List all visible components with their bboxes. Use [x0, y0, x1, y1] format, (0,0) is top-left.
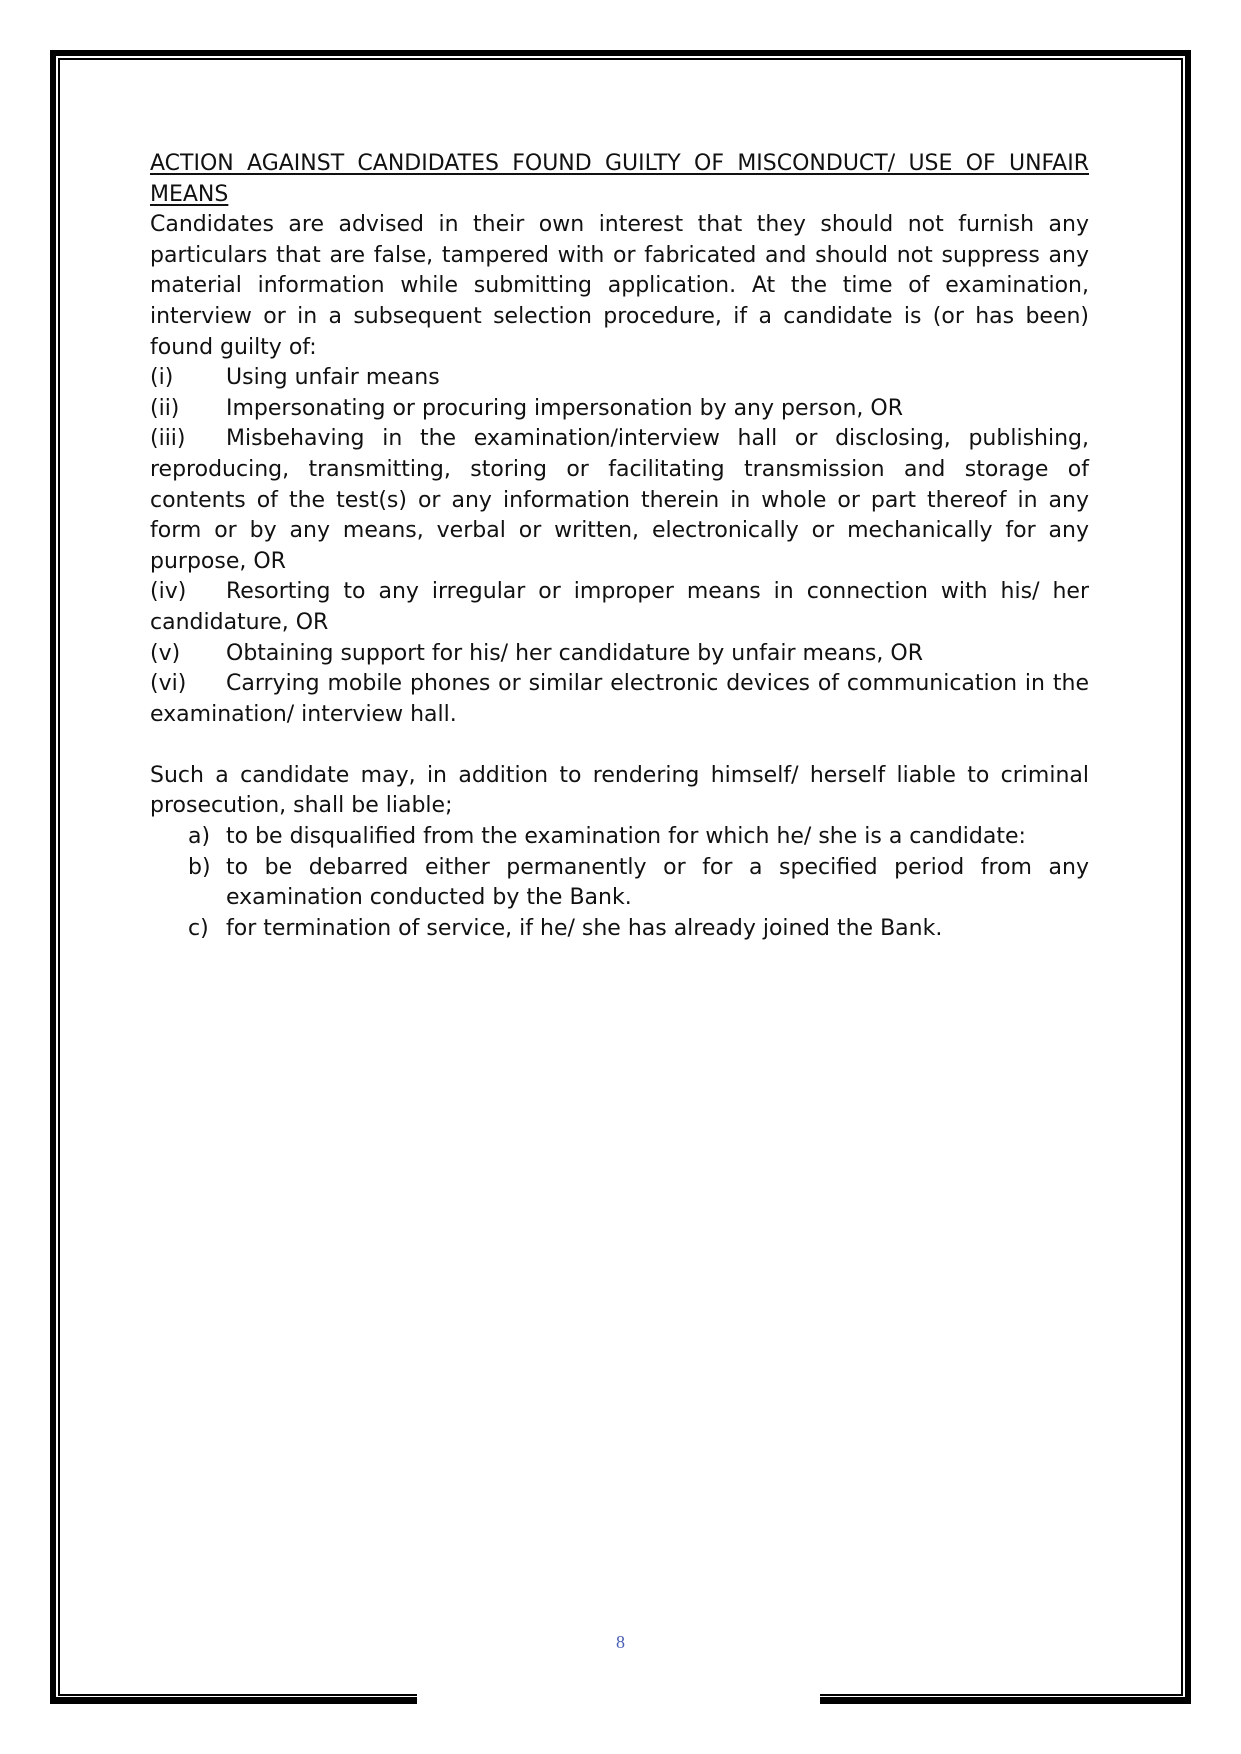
section-heading: ACTION AGAINST CANDIDATES FOUND GUILTY OF MISCONDUCT/ USE OF UNFAIR MEANS — [150, 151, 1089, 207]
offence-text: Obtaining support for his/ her candidature by unfair means, OR — [226, 640, 923, 666]
offence-item — [150, 639, 1089, 670]
offence-text: Misbehaving in the examination/interview hall or disclosing, publishing, reproducing, transmitting, storing or facilitating transmission and storage of contents of the test(s) or any information therein in whole or part thereof in any form or by any means, verbal or written, electronically or mechanically for any purpose, OR — [150, 426, 1089, 574]
page-inner-border-right — [1181, 58, 1183, 1695]
consequence-item — [150, 853, 1089, 914]
intro-paragraph: Candidates are advised in their own interest that they should not furnish any particulars that are false, tampered with or fabricated and should not suppress any material information while submitting application. At the time of examination, interview or in a subsequent selection procedure, if a candidate is (or has been) found guilty of: — [150, 212, 1089, 360]
offence-item — [150, 424, 1089, 577]
page-border-left — [50, 50, 56, 1704]
offence-label: (i) — [150, 365, 174, 391]
consequence-text: for termination of service, if he/ she has already joined the Bank. — [226, 915, 943, 941]
offence-label: (vi) — [150, 671, 187, 697]
page-border-bottom-right — [820, 1697, 1191, 1704]
consequence-item — [150, 822, 1089, 853]
offence-item — [150, 363, 1089, 394]
consequence-label: a) — [188, 824, 211, 850]
page-number: 8 — [616, 1632, 625, 1652]
page-border-bottom-left — [50, 1697, 417, 1704]
offence-item — [150, 394, 1089, 425]
offence-text: Carrying mobile phones or similar electronic devices of communication in the examination/ interview hall. — [150, 671, 1089, 727]
page-border-top — [50, 50, 1191, 56]
consequence-text: to be disqualified from the examination for which he/ she is a candidate: — [226, 824, 1026, 850]
offence-item — [150, 669, 1089, 730]
offence-label: (ii) — [150, 395, 180, 421]
offence-text: Resorting to any irregular or improper means in connection with his/ her candidature, OR — [150, 579, 1089, 635]
page-inner-border-left — [58, 58, 60, 1695]
offence-label: (iv) — [150, 579, 187, 605]
offence-list — [150, 363, 1089, 730]
consequence-text: to be debarred either permanently or for a specified period from any examination conducted by the Bank. — [226, 854, 1089, 911]
consequence-intro: Such a candidate may, in addition to rendering himself/ herself liable to criminal prosecution, shall be liable; — [150, 762, 1089, 819]
page-border-right — [1185, 50, 1191, 1704]
page-inner-border-bottom-right — [820, 1694, 1183, 1696]
offence-text: Using unfair means — [226, 365, 440, 391]
consequence-label: c) — [188, 915, 209, 941]
offence-label: (v) — [150, 640, 181, 666]
consequence-list — [150, 822, 1089, 944]
consequence-item — [150, 914, 1089, 945]
page-inner-border-top — [58, 58, 1183, 60]
consequence-label: b) — [188, 854, 211, 880]
document-body — [150, 149, 1089, 944]
paragraph-spacer — [150, 730, 1089, 761]
offence-label: (iii) — [150, 426, 186, 452]
offence-text: Impersonating or procuring impersonation by any person, OR — [226, 395, 904, 421]
page-inner-border-bottom-left — [58, 1694, 417, 1696]
offence-item — [150, 577, 1089, 638]
